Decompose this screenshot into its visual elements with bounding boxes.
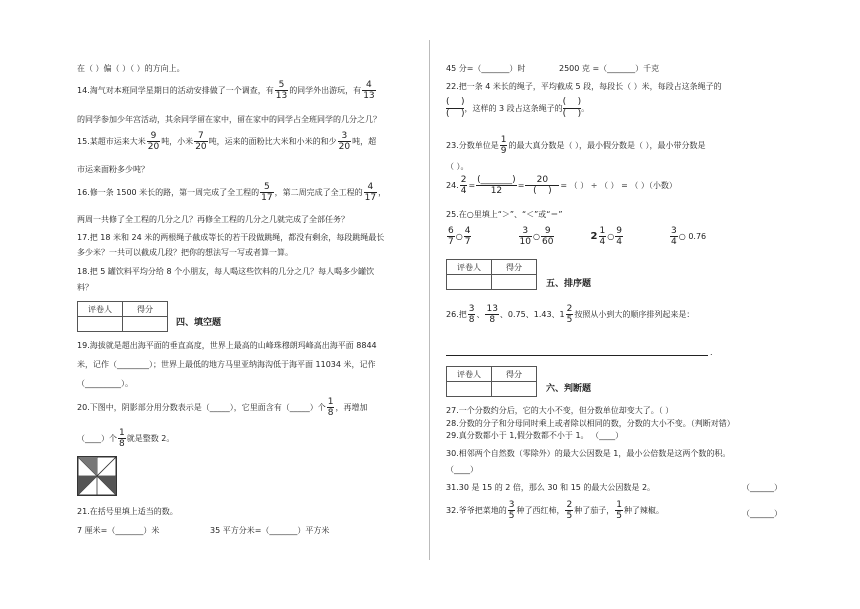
score-table-4 (77, 301, 168, 332)
fraction: $\frac{4}{13}$ (363, 80, 375, 101)
q14-text-a: 14.淘气对本班同学星期日的活动安排做了一个调查，有 (77, 86, 274, 95)
shaded-fraction-figure (77, 456, 117, 496)
compare-circle[interactable]: ○ (455, 232, 463, 241)
q24: 24. $\frac{2}{4}$ = $\frac{(\_\_\_\_\_\_\_)}{12}$ = $\frac{20}{( )}$ = （ ） ÷ （ ） = （ ）（小数） (446, 175, 677, 196)
score-cell[interactable] (492, 382, 537, 397)
q29: 29.真分数都小于 1,假分数都不小于 1。 （____） (446, 431, 624, 440)
q21-row1-b: 35 平方分米=（_______）平方米 (210, 526, 330, 535)
q28: 28.分数的分子和分母同时乘上或者除以相同的数，分数的大小不变。（判断对错） (446, 419, 735, 428)
fraction: $\frac{5}{13}$ (275, 80, 288, 101)
q25-line1: 25.在○里填上“＞”、“＜”或“＝” (446, 210, 563, 219)
q16: 16.修一条 1500 米长的路，第一周完成了全工程的 $\frac{5}{17}$ ，第二周完成了全工程的 $\frac{4}{17}$ ， (77, 182, 387, 203)
score-table-6: 评卷人 得分 (446, 366, 537, 397)
q25-items: $\frac{6}{7}$ ○ $\frac{4}{7}$ $\frac{3}{10}$ ○ $\frac{9}{60}$ 2 $\frac{1}{4}$ ○ $\frac{9}{4}$ $\frac{3}{4}$ ○ 0.76 (448, 226, 707, 247)
section-5-title: 五、排序题 (546, 279, 592, 289)
blank-fraction[interactable]: ( ) ( ) (446, 97, 465, 119)
q19-line3: （_________）。 (77, 379, 133, 388)
q19-line2: 米，记作（________）；世界上最低的地方马里亚纳海沟低于海平面 11034 米，记作 (77, 360, 376, 369)
score-label: 得分 (123, 302, 168, 317)
q15-line2: 市运来面粉多少吨？ (77, 165, 149, 174)
q27: 27.一个分数约分后，它的大小不变，但分数单位却变大了。（ ） (446, 406, 674, 415)
q18-line1: 18.把 5 罐饮料平均分给 8 个小朋友，每人喝这些饮料的几分之几？每人喝多少罐饮 (77, 267, 375, 276)
left-column (77, 0, 422, 609)
q15: 15.某超市运来大米 $\frac{9}{20}$ 吨，小米 $\frac{7}{20}$ 吨，运来的面粉比大米和小米的和少 $\frac{3}{20}$ 吨，超 (77, 131, 377, 152)
q21-row2-b: 2500 克 =（_______）千克 (559, 64, 660, 73)
score-table-5: 评卷人 得分 (446, 259, 537, 290)
q21-row2-a: 45 分=（_______）时 (446, 64, 526, 73)
q20-line2: （____）个 $\frac{1}{8}$ 就是整数 2。 (77, 428, 175, 449)
q21-line1: 21.在括号里填上适当的数。 (77, 507, 178, 516)
q22-line1: 22.把一条 4 米长的绳子，平均截成 5 段，每段长（ ）米，每段占这条绳子的 (446, 82, 722, 91)
q32: 32.爷爷把菜地的 $\frac{3}{5}$ 种了西红柿， $\frac{2}{5}$ 种了茄子， $\frac{1}{5}$ 种了辣椒。 (446, 500, 664, 521)
grader-cell[interactable] (447, 275, 492, 290)
section-6-title: 六、判断题 (546, 384, 592, 394)
q14 (77, 80, 377, 101)
q19-line1: 19.海拔就是超出海平面的垂直高度，世界上最高的山峰珠穆朗玛峰高出海平面 8844 (77, 341, 377, 350)
q32-answer[interactable]: （______） (742, 509, 782, 518)
q22-line2: ( ) ( ) ，这样的 3 段占这条绳子的 ( ) ( ) 。 (446, 97, 590, 119)
column-divider (429, 40, 430, 560)
grader-cell[interactable] (78, 317, 123, 332)
score-cell[interactable] (123, 317, 168, 332)
q14-text-b: 的同学外出游玩，有 (289, 86, 362, 95)
q26: 26.把 $\frac{3}{8}$ 、 $\frac{13}{8}$ 、0.75、1.43、1 $\frac{2}{5}$ 按照从小到大的顺序排列起来是： (446, 304, 695, 325)
q23-line2: （ ）。 (446, 162, 469, 171)
q23: 23.分数单位是 $\frac{1}{9}$ 的最大真分数是（ ），最小假分数是（ ），最小带分数是 (446, 135, 706, 156)
q13-tail: 在（ ）偏（ ）（ ）的方向上。 (77, 64, 185, 73)
q30-line1: 30.相邻两个自然数（零除外）的最大公因数是 1，最小公倍数是这两个数的积。 (446, 449, 731, 458)
section-4-title: 四、填空题 (176, 318, 222, 328)
q26-answer-line[interactable] (446, 355, 708, 356)
score-cell[interactable] (492, 275, 537, 290)
q21-row1-a: 7 厘米=（_______）米 (77, 526, 160, 535)
q30-line2: （____） (446, 465, 478, 474)
q16-line2: 两周一共修了全工程的几分之几？再修全工程的几分之几就完成了全部任务？ (77, 215, 349, 224)
right-column: 45 分=（_______）时 2500 克 =（_______）千克 22.把一条 4 米长的绳子，平均截成 5 段，每段长（ ）米，每段占这条绳子的 ( ) ( ) ，这样的 3 段占这条绳子的 ( ) ( ) 。 23.分数单位是 $\frac{1}{9}$ 的最大真分数是（ ），最小假分数是（ ），最小带分数是 （ ）。 24. $\frac{2}{4}$ = $\frac{(\_\_\_\_\_\_\_)}{12}$ = $\frac{20}{( )}$ = （ ） ÷ （ ） = （ ）（小数） 25.在○里填上“＞”、“＜”或“＝” $\frac{6}{7}$ ○ $\frac{4}{7}$ $\frac{3}{10}$ ○ $\frac{9}{60}$ 2 $\frac{1}{4}$ ○ $\frac{9}{4}$ $\frac{3}{4}$ ○ 0.76 评卷人 得分 五、排序题 26.把 $\frac{3}{8}$ 、 $\frac{13}{8}$ 、0.75、1.43、1 $\frac{2}{5}$ 按照从小到大的顺序排列起来是： . 评卷人 得分 六、判断题 27.一个分数约分后，它的大小不变，但分数单位却变大了。（ ） 28.分数的分子和分母同时乘上或者除以相同的数，分数的大小不变。（判断对错） 29.真分数都小于 1,假分数都不小于 1。 （____） 30.相邻两个自然数（零除外）的最大公因数是 1，最小公倍数是这两个数的积。 （____） 31.30 是 15 的 2 倍，那么 30 和 15 的最大公因数是 2。 （______） 32.爷爷把菜地的 $\frac{3}{5}$ 种了西红柿， $\frac{2}{5}$ 种了茄子， $\frac{1}{5}$ 种了辣椒。 （______） (446, 64, 782, 521)
compare-circle[interactable]: ○ (678, 232, 686, 241)
compare-circle[interactable]: ○ (533, 232, 540, 241)
q31-answer[interactable]: （______） (742, 483, 782, 492)
compare-circle[interactable]: ○ (607, 232, 615, 241)
grader-cell[interactable] (447, 382, 492, 397)
q17-line2: 多少米？一共可以截成几段？把你的想法写一写或者算一算。 (77, 248, 293, 257)
q18-line2: 料？ (77, 283, 93, 292)
q17-line1: 17.把 18 米和 24 米的两根绳子截成等长的若干段做跳绳，都没有剩余，每段跳绳最长 (77, 233, 385, 242)
q31: 31.30 是 15 的 2 倍，那么 30 和 15 的最大公因数是 2。 (446, 483, 656, 492)
q14-line2: 的同学参加少年宫活动，其余同学留在家中，留在家中的同学占全班同学的几分之几？ (77, 115, 381, 124)
q20-line1: 20.下图中，阴影部分用分数表示是（_____），它里面含有（_____）个 $\frac{1}{8}$ ，再增加 (77, 397, 368, 418)
grader-label: 评卷人 (78, 302, 123, 317)
blank-fraction[interactable]: ( ) ( ) (562, 97, 582, 119)
